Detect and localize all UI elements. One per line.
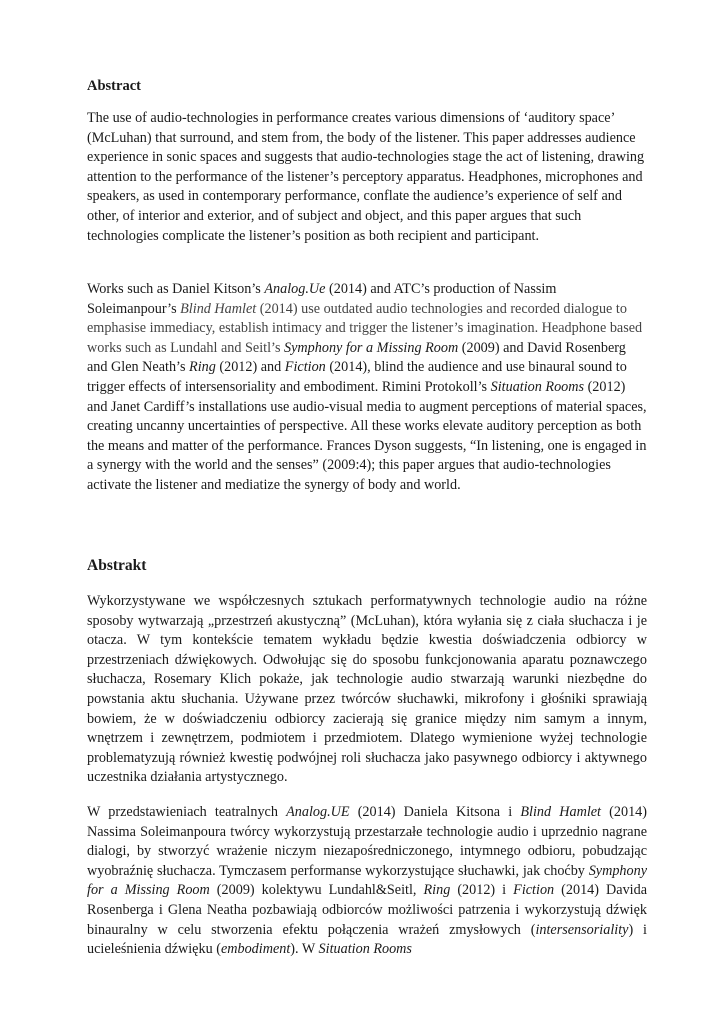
work-title: Ring bbox=[423, 882, 451, 899]
text-run: (2014) and ATC’s production of Nassim Soleimanpour’s bbox=[87, 281, 557, 317]
text-run: W przedstawieniach teatralnych bbox=[87, 804, 287, 820]
term: embodiment bbox=[220, 941, 291, 958]
abstract-paragraph-1: The use of audio-technologies in performance creates various dimensions of ‘auditory space’ (McLuhan) that surround, and stem from, the body of the listener. This paper addresses audience experience in sonic spaces and suggests that audio-technologies stage the act of listening, drawing attention to the performance of the listener’s perceptory apparatus. Headphones, microphones and speakers, as used in contemporary performance, conflate the audience’s experience of self and other, of interior and exterior, and of subject and object, and this paper argues that such technologies complicate the listener’s position as both recipient and participant. bbox=[87, 110, 645, 244]
abstract-paragraph-2 bbox=[87, 280, 647, 496]
work-title: Fiction bbox=[513, 882, 555, 899]
work-title: Situation Rooms bbox=[490, 378, 585, 395]
text-run: ). W bbox=[290, 941, 319, 958]
work-title: Symphony for a Missing Room bbox=[87, 862, 647, 899]
text-run: (2014) Davida Rosenberga i Glena Neatha pozbawiają odbiorców możliwości patrzenia i wykorzystują dźwięk binauralny w celu stworzenia efektu połączenia wrażeń zmysłowych ( bbox=[87, 882, 647, 938]
text-run: (2009) and David Rosenberg and Glen Neath’s bbox=[87, 339, 626, 376]
text-run: (2014), blind the audience and use binaural sound to trigger effects of intersensoriality and embodiment. Rimini Protokoll’s bbox=[87, 359, 627, 395]
work-title: Fiction bbox=[284, 359, 326, 376]
work-title: Situation Rooms bbox=[318, 941, 412, 958]
text-run: (2012) and Janet Cardiff’s installations use audio-visual media to augment perceptions of material spaces, creating uncanny uncertainties of perspective. All these works elevate auditory perception as both the means and matter of the performance. Frances Dyson suggests, “In listening, one is engaged in a synergy with the world and the senses” (2009:4); this paper argues that audio-technologies activate the listener and mediatize the synergy of body and world. bbox=[87, 378, 647, 493]
work-title: Blind Hamlet bbox=[520, 804, 602, 820]
text-run: (2014) use outdated audio technologies and recorded dialogue to emphasise immediacy, establish intimacy and trigger the listener’s imagination. Headphone based works such as Lundahl and Seitl’s bbox=[87, 300, 643, 356]
work-title: Blind Hamlet bbox=[180, 300, 257, 317]
text-run: ) i ucieleśnienia dźwięku ( bbox=[87, 921, 647, 958]
text-run: (2014) Nassima Soleimanpoura twórcy wykorzystują przestarzałe technologie audio i uprzednio nagrane dialogi, by stworzyć wrażenie niczym niezapośredniczonego, intymnego odbioru, pobudzając wyobraźnię słuchacza. Tymczasem performanse wykorzystujące słuchawki, jak choćby bbox=[87, 804, 647, 879]
text-run: (2012) and bbox=[215, 359, 285, 376]
work-title: Ring bbox=[189, 359, 216, 376]
text-run: (2014) Daniela Kitsona i bbox=[349, 804, 521, 820]
text-run: (2012) i bbox=[450, 882, 514, 899]
abstract-heading: Abstract bbox=[87, 78, 141, 94]
term: intersensoriality bbox=[535, 921, 629, 938]
work-title: Symphony for a Missing Room bbox=[284, 339, 459, 356]
abstrakt-heading: Abstrakt bbox=[87, 557, 147, 574]
text-run: (2009) kolektywu Lundahl&Seitl, bbox=[209, 882, 424, 899]
work-title: Analog.UE bbox=[286, 804, 350, 820]
text-run: Works such as Daniel Kitson’s bbox=[87, 281, 265, 297]
work-title: Analog.Ue bbox=[264, 281, 326, 297]
abstrakt-paragraph-2 bbox=[87, 803, 647, 960]
abstrakt-paragraph-1: Wykorzystywane we współczesnych sztukach performatywnych technologie audio na różne sposoby wytwarzają „przestrzeń akustyczną” (McLuhan), która wyłania się z ciała słuchacza i je otacza. W tym kontekście tematem wykładu będzie kwestia doświadczenia odbiorcy w przestrzeniach dźwiękowych. Odwołując się do sposobu funkcjonowania aparatu poznawczego słuchacza, Rosemary Klich pokaże, jak technologie audio stwarzają warunki niezbędne do powstania aktu słuchania. Używane przez twórców słuchawki, mikrofony i głośniki sprawiają bowiem, że w doświadczeniu odbiorcy zacierają się granice między nim samym a innym, wnętrzem i zewnętrzem, podmiotem i przedmiotem. Dlatego wymienione wyżej technologie problematyzują również kwestię podwójnej roli słuchacza jako pasywnego odbiorcy i aktywnego uczestnika działania artystycznego. bbox=[87, 593, 647, 786]
